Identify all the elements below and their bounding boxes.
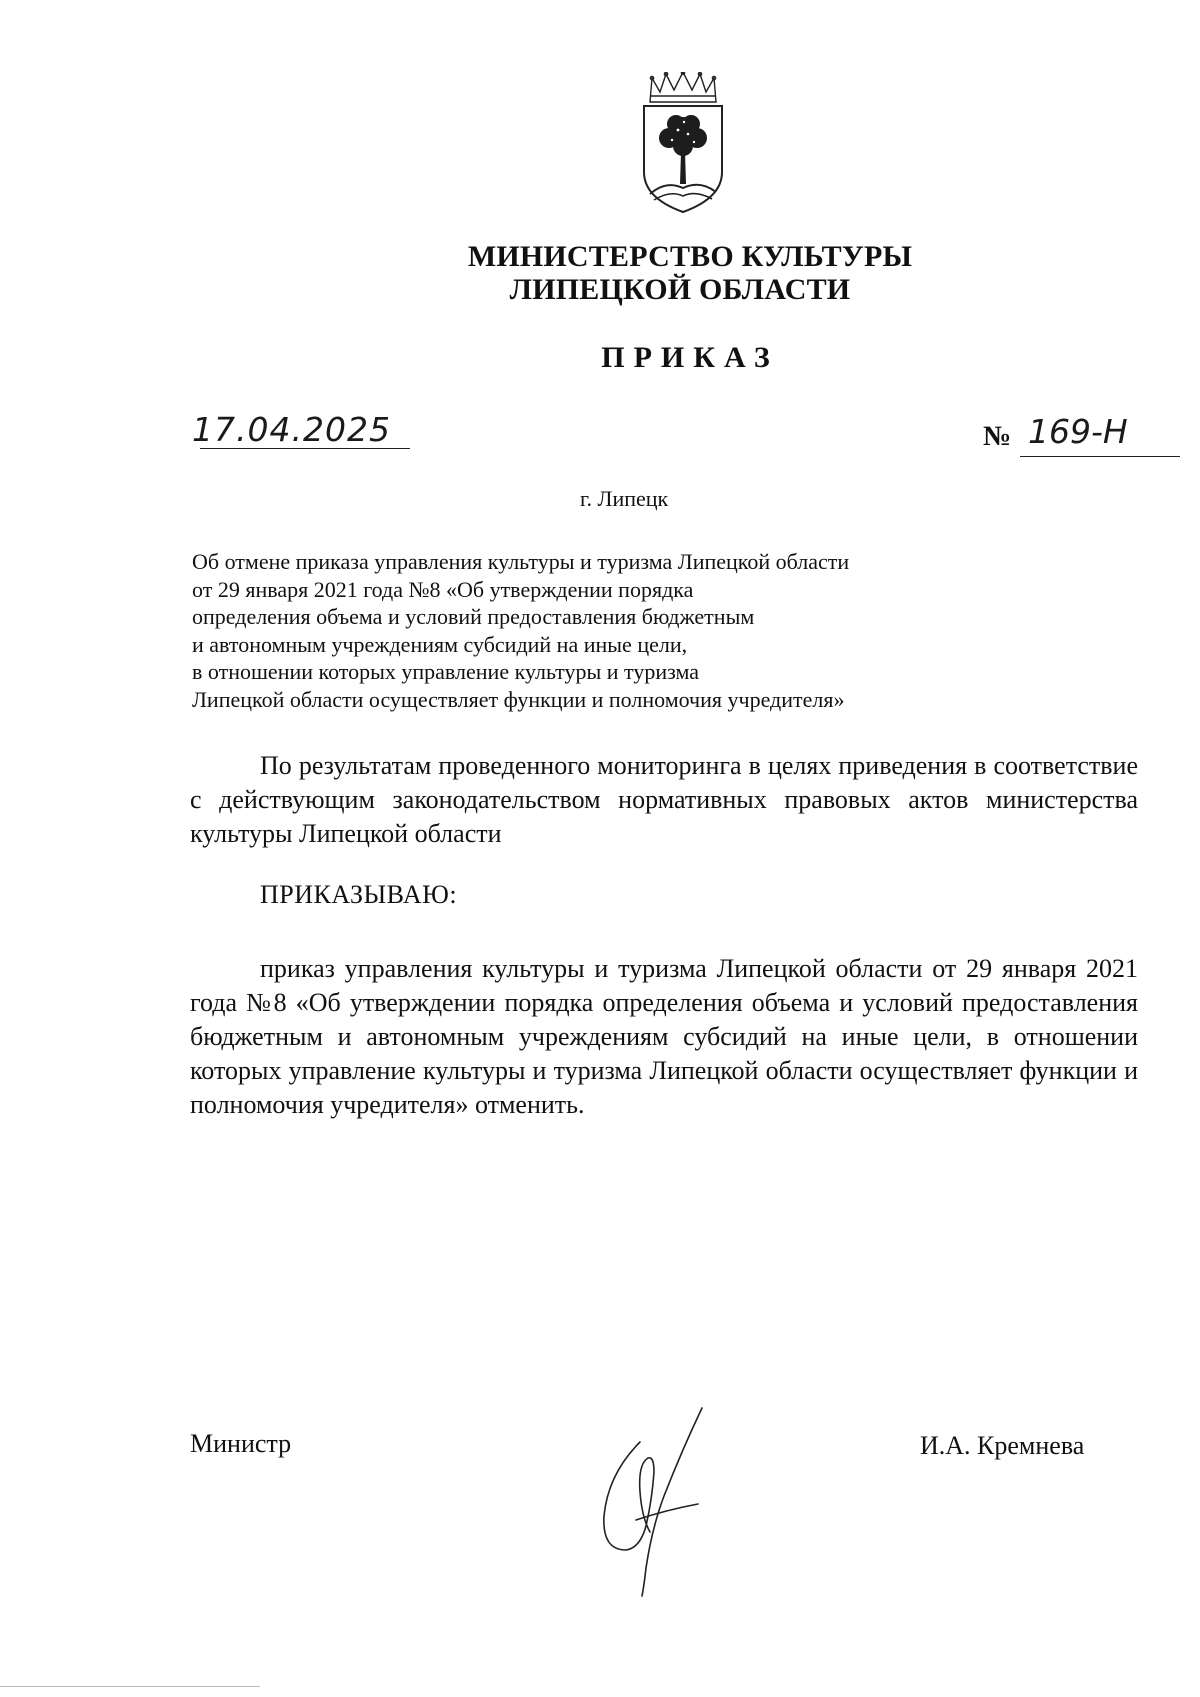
ministry-name-line-2: ЛИПЕЦКОЙ ОБЛАСТИ [509, 273, 851, 306]
decision-paragraph: приказ управления культуры и туризма Липецкой области от 29 января 2021 года №8 «Об утверждении порядка определения объема и условий предоставления бюджетным и автономным учреждениям субсидий на иные цели, в отношении которых управление культуры и туризма Липецкой области осуществляет функции и полномочия учредителя» отменить. [190, 954, 1138, 1119]
document-type-title: ПРИКАЗ [601, 341, 779, 374]
date-underline [200, 448, 410, 449]
number-sign: № [983, 421, 1012, 452]
order-word: ПРИКАЗЫВАЮ: [260, 880, 458, 909]
scan-edge-line [0, 1686, 260, 1687]
city-label: г. Липецк [580, 486, 669, 511]
lipetsk-coat-of-arms-icon [638, 72, 728, 214]
title-line: от 29 января 2021 года №8 «Об утверждении порядка [192, 576, 694, 602]
signatory-position: Министр [190, 1429, 292, 1458]
title-line: и автономным учреждениям субсидий на иные цели, [192, 631, 688, 657]
preamble-paragraph: По результатам проведенного мониторинга в целях приведения в соответствие с действующим законодательством нормативных правовых актов министерства культуры Липецкой области [190, 751, 1138, 848]
number-underline [1020, 456, 1180, 457]
document-number: 169-Н [1028, 412, 1128, 451]
order-title [192, 548, 952, 714]
title-line: Липецкой области осуществляет функции и полномочия учредителя» [192, 686, 845, 712]
ministry-name-line-1: МИНИСТЕРСТВО КУЛЬТУРЫ [467, 240, 913, 273]
title-line: Об отмене приказа управления культуры и туризма Липецкой области [192, 549, 850, 574]
title-line: определения объема и условий предоставления бюджетным [192, 604, 755, 630]
signatory-name: И.А. Кремнева [920, 1431, 1085, 1460]
handwritten-signature-icon [590, 1400, 720, 1600]
document-date: 17.04.2025 [192, 410, 391, 449]
title-line: в отношении которых управление культуры и туризма [192, 659, 700, 685]
